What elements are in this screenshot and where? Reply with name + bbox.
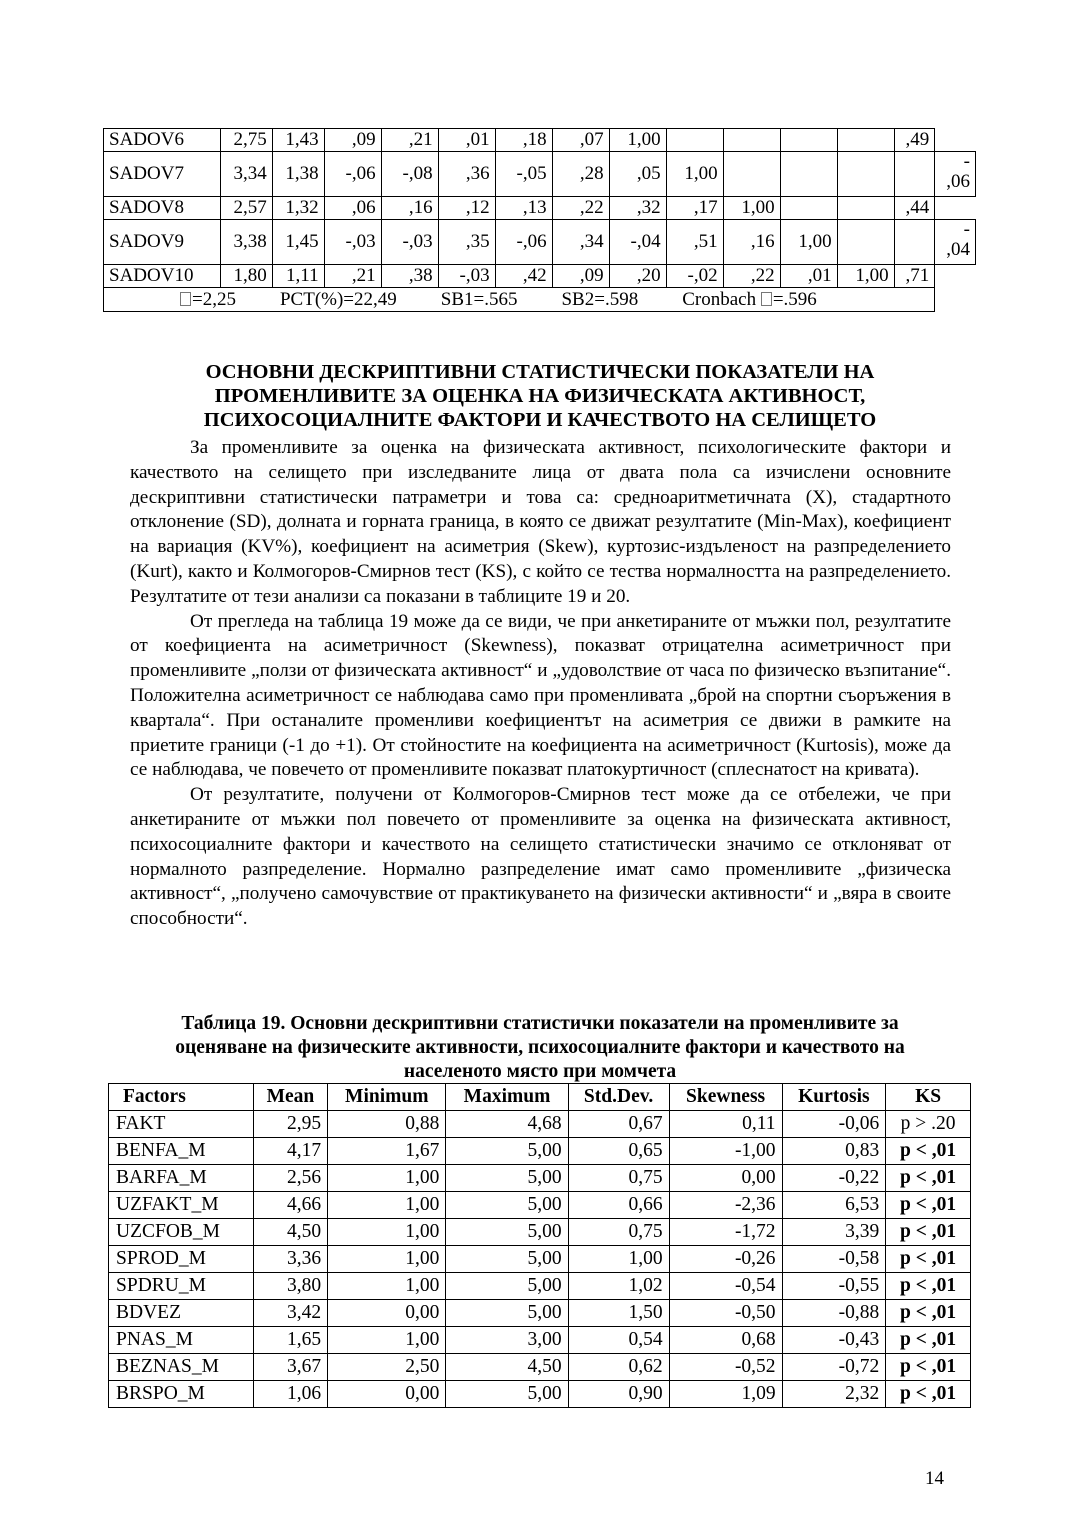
table-cell	[837, 152, 894, 197]
factor-name: BARFA_M	[109, 1165, 254, 1192]
paragraph: За променливите за оценка на физическата активност, психологическите фактори и качеството на селището при изследваните лица от двата пола са изчислени основните дескриптивни статистически патраметри и това са: средноаритметичната (X), стадартното отклонение (SD), долната и горната граница, в която се движат резултатите (Min-Max), коефициент на вариация (KV%), коефициент на асиметрия (Skew), куртозис-издъленост на разпределението (Kurt), както и Колмогоров-Смирнов тест (KS), с който се тества нормалността на разпределението. Резултатите от тези анализи са показани в таблиците 19 и 20.	[130, 437, 951, 607]
section-heading-line: ОСНОВНИ ДЕСКРИПТИВНИ СТАТИСТИЧЕСКИ ПОКАЗАТЕЛИ НА	[205, 361, 875, 383]
table-cell: -,02	[666, 265, 723, 288]
table-row	[109, 1246, 971, 1273]
table-row	[109, 1219, 971, 1246]
table-cell: ,12	[438, 197, 495, 220]
table-cell: -0,26	[669, 1246, 782, 1273]
table-cell: -,06	[495, 220, 552, 265]
table-cell: 0,75	[568, 1165, 669, 1192]
table-row	[109, 1300, 971, 1327]
table-cell: ,71	[894, 265, 935, 288]
table-cell	[837, 197, 894, 220]
table-cell: -0,43	[782, 1327, 886, 1354]
table-cell: 3,67	[253, 1354, 327, 1381]
table-cell: -2,36	[669, 1192, 782, 1219]
section-heading-line: ПРОМЕНЛИВИТЕ ЗА ОЦЕНКА НА ФИЗИЧЕСКАТА АКТИВНОСТ,	[214, 385, 866, 407]
table-cell: 0,00	[669, 1165, 782, 1192]
page-number: 14	[925, 1468, 944, 1489]
table-cell: ,07	[552, 129, 609, 152]
row-label: SADOV7	[104, 152, 221, 197]
table-row	[104, 197, 976, 220]
table-cell: ,01	[780, 265, 837, 288]
table-cell: 0,83	[782, 1138, 886, 1165]
table-cell	[894, 220, 935, 265]
section-heading	[130, 360, 950, 432]
table-row	[109, 1138, 971, 1165]
table-cell: ,35	[438, 220, 495, 265]
table-cell: 0,62	[568, 1354, 669, 1381]
sb2-value: SB2=.598	[561, 288, 639, 310]
eigenvalue-text: =2,25	[192, 288, 236, 310]
factor-name: SPDRU_M	[109, 1273, 254, 1300]
table-cell: -0,06	[782, 1111, 886, 1138]
table-cell: ,05	[609, 152, 666, 197]
table-cell: 1,00	[328, 1165, 446, 1192]
table-cell: 1,09	[669, 1381, 782, 1408]
table-cell: 4,66	[253, 1192, 327, 1219]
table-cell	[837, 129, 894, 152]
table-cell: 2,56	[253, 1165, 327, 1192]
correlation-table-body	[104, 129, 976, 312]
table-cell: ,38	[381, 265, 438, 288]
column-header: Minimum	[328, 1084, 446, 1111]
table-cell: 5,00	[446, 1381, 568, 1408]
table-caption-line: оценяване на физическите активности, психосоциалните фактори и качеството на	[175, 1037, 905, 1058]
cronbach-label: Cronbach	[682, 288, 761, 310]
table-cell: 1,00	[723, 197, 780, 220]
table-cell: 1,00	[780, 220, 837, 265]
factor-name: SPROD_M	[109, 1246, 254, 1273]
table-cell: 1,45	[272, 220, 324, 265]
table-cell: 0,68	[669, 1327, 782, 1354]
table-cell: 1,00	[328, 1327, 446, 1354]
table-cell: 5,00	[446, 1300, 568, 1327]
factor-name: UZFAKT_M	[109, 1192, 254, 1219]
paragraph: От резултатите, получени от Колмогоров-Смирнов тест може да се отбележи, че при анкетираните от мъжки пол повечето от променливите за оценка на физическата активност, психосоциалните фактори и качеството на селището статистически значимо се отклоняват от нормалното разпределение. Нормално разпределение имат само променливите „физическа активност“, „получено самочувствие от практикуването на физически активности“ и „вяра в своите способности“.	[130, 784, 951, 930]
factor-name: FAKT	[109, 1111, 254, 1138]
table-cell: 1,00	[837, 265, 894, 288]
table-cell: ,22	[723, 265, 780, 288]
table-cell: 2,57	[221, 197, 273, 220]
ks-value: p < ,01	[886, 1219, 971, 1246]
descriptive-stats-table	[108, 1083, 971, 1408]
table-cell: -,04	[609, 220, 666, 265]
table-cell: 0,54	[568, 1327, 669, 1354]
cell-line: -	[963, 219, 970, 240]
cronbach-value	[682, 290, 817, 310]
row-label: SADOV8	[104, 197, 221, 220]
table-cell: 5,00	[446, 1138, 568, 1165]
table-row	[104, 152, 976, 197]
lambda-glyph-icon	[180, 292, 191, 306]
table-cell: 1,43	[272, 129, 324, 152]
column-header: Factors	[109, 1084, 254, 1111]
ks-value: p < ,01	[886, 1246, 971, 1273]
table-cell: 1,00	[328, 1246, 446, 1273]
column-header: Maximum	[446, 1084, 568, 1111]
table-cell: ,22	[552, 197, 609, 220]
table-row	[109, 1273, 971, 1300]
table-caption	[110, 1012, 970, 1084]
table-cell	[780, 152, 837, 197]
table-row	[109, 1111, 971, 1138]
table-cell: 2,32	[782, 1381, 886, 1408]
table-cell	[723, 152, 780, 197]
ks-value: p < ,01	[886, 1300, 971, 1327]
table-cell: 1,11	[272, 265, 324, 288]
ks-value: p < ,01	[886, 1273, 971, 1300]
column-header: Std.Dev.	[568, 1084, 669, 1111]
table-cell: ,28	[552, 152, 609, 197]
table-cell: ,09	[552, 265, 609, 288]
table-row	[109, 1381, 971, 1408]
table-cell: -,06	[324, 152, 381, 197]
table-cell: 0,66	[568, 1192, 669, 1219]
column-header: Kurtosis	[782, 1084, 886, 1111]
table-cell: 1,00	[328, 1273, 446, 1300]
table-cell: -0,72	[782, 1354, 886, 1381]
summary-row	[104, 288, 976, 312]
column-header: Mean	[253, 1084, 327, 1111]
factor-name: UZCFOB_M	[109, 1219, 254, 1246]
table-row	[109, 1192, 971, 1219]
table-cell: ,34	[552, 220, 609, 265]
cell-line: ,06	[946, 171, 970, 192]
table-cell: 1,00	[328, 1192, 446, 1219]
ks-value: p < ,01	[886, 1354, 971, 1381]
table-cell: 0,67	[568, 1111, 669, 1138]
table-cell: -1,00	[669, 1138, 782, 1165]
table-cell: 1,00	[609, 129, 666, 152]
table-cell: ,13	[495, 197, 552, 220]
table-cell: ,20	[609, 265, 666, 288]
column-header: KS	[886, 1084, 971, 1111]
table-cell: 0,00	[328, 1300, 446, 1327]
table-cell	[894, 152, 935, 197]
sb1-value: SB1=.565	[440, 288, 518, 310]
table-cell: ,09	[324, 129, 381, 152]
table-cell: 3,34	[221, 152, 273, 197]
table-cell: 1,65	[253, 1327, 327, 1354]
table-cell: 1,00	[568, 1246, 669, 1273]
stats-header-row	[109, 1084, 971, 1111]
table-cell: 1,00	[666, 152, 723, 197]
table-cell: 4,17	[253, 1138, 327, 1165]
factor-name: BEZNAS_M	[109, 1354, 254, 1381]
table-cell: 0,90	[568, 1381, 669, 1408]
table-cell: 4,68	[446, 1111, 568, 1138]
table-row	[104, 129, 976, 152]
ks-value: p > .20	[886, 1111, 971, 1138]
table-cell: 0,00	[328, 1381, 446, 1408]
cell-line: ,04	[946, 239, 970, 260]
body-text	[130, 436, 951, 932]
ks-value: p < ,01	[886, 1138, 971, 1165]
ks-value: p < ,01	[886, 1192, 971, 1219]
table-cell: -,03	[324, 220, 381, 265]
table-cell: 5,00	[446, 1273, 568, 1300]
table-cell	[723, 129, 780, 152]
table-row	[104, 220, 976, 265]
table-cell: -,08	[381, 152, 438, 197]
table-cell: ,17	[666, 197, 723, 220]
table-cell: 1,50	[568, 1300, 669, 1327]
factor-name: PNAS_M	[109, 1327, 254, 1354]
table-cell: -0,54	[669, 1273, 782, 1300]
cronbach-text: =.596	[772, 288, 817, 310]
table-cell: ,06	[324, 197, 381, 220]
table-cell: 2,75	[221, 129, 273, 152]
table-cell: 3,42	[253, 1300, 327, 1327]
table-cell: 1,06	[253, 1381, 327, 1408]
table-cell	[935, 152, 976, 197]
table-cell	[837, 220, 894, 265]
table-cell: -0,22	[782, 1165, 886, 1192]
table-caption-line: Таблица 19. Основни дескриптивни статистички показатели на променливите за	[181, 1013, 899, 1034]
ks-value: p < ,01	[886, 1381, 971, 1408]
summary-cell	[104, 288, 935, 312]
table-cell: 3,36	[253, 1246, 327, 1273]
table-cell: -,03	[381, 220, 438, 265]
table-cell: ,32	[609, 197, 666, 220]
table-row	[109, 1165, 971, 1192]
table-cell: 1,67	[328, 1138, 446, 1165]
table-cell: 4,50	[446, 1354, 568, 1381]
row-label: SADOV10	[104, 265, 221, 288]
table-cell: 0,65	[568, 1138, 669, 1165]
table-cell: 6,53	[782, 1192, 886, 1219]
factor-name: BDVEZ	[109, 1300, 254, 1327]
stats-table-body	[109, 1111, 971, 1408]
table-cell: 1,00	[328, 1219, 446, 1246]
table-cell: -0,58	[782, 1246, 886, 1273]
table-cell: -0,50	[669, 1300, 782, 1327]
table-cell: ,49	[894, 129, 935, 152]
table-cell: 3,00	[446, 1327, 568, 1354]
table-cell: 0,88	[328, 1111, 446, 1138]
table-cell	[780, 197, 837, 220]
table-cell	[935, 220, 976, 265]
table-cell: 3,39	[782, 1219, 886, 1246]
table-cell: 1,38	[272, 152, 324, 197]
table-cell: -1,72	[669, 1219, 782, 1246]
table-cell: ,51	[666, 220, 723, 265]
eigenvalue	[180, 290, 236, 310]
table-cell: ,21	[324, 265, 381, 288]
ks-value: p < ,01	[886, 1165, 971, 1192]
table-row	[104, 265, 976, 288]
table-cell: 0,11	[669, 1111, 782, 1138]
column-header: Skewness	[669, 1084, 782, 1111]
table-cell: 2,95	[253, 1111, 327, 1138]
row-label: SADOV6	[104, 129, 221, 152]
table-cell: 4,50	[253, 1219, 327, 1246]
table-caption-line: населеното място при момчета	[403, 1061, 677, 1082]
table-cell: -,05	[495, 152, 552, 197]
table-cell: -,03	[438, 265, 495, 288]
table-cell: -0,52	[669, 1354, 782, 1381]
pct-value: PCT(%)=22,49	[279, 288, 397, 310]
correlation-table	[103, 128, 976, 312]
paragraph: От прегледа на таблица 19 може да се види, че при анкетираните от мъжки пол, резултатите от коефициента на асиметричност (Skewness), показват отрицателна асиметричност при променливите „ползи от физическата активност“ и „удоволствие от часа по физическо възпитание“. Положителна асиметричност се наблюдава само при променливата „брой на спортни съоръжения в квартала“. При останалите променливи коефициентът на асиметрия се движи в рамките на приетите граници (-1 до +1). От стойностите на коефициента на асиметричност (Kurtosis), може да се наблюдава, че повечето от променливите показват платокуртичност (сплеснатост на кривата).	[130, 610, 951, 781]
table-cell: 5,00	[446, 1192, 568, 1219]
table-cell: ,16	[381, 197, 438, 220]
table-cell: -0,55	[782, 1273, 886, 1300]
table-cell: ,42	[495, 265, 552, 288]
table-cell: 1,02	[568, 1273, 669, 1300]
table-row	[109, 1327, 971, 1354]
table-cell	[666, 129, 723, 152]
table-cell: 5,00	[446, 1165, 568, 1192]
table-cell: ,01	[438, 129, 495, 152]
table-cell: ,18	[495, 129, 552, 152]
table-cell: ,16	[723, 220, 780, 265]
table-cell: 0,75	[568, 1219, 669, 1246]
table-cell: ,36	[438, 152, 495, 197]
table-cell: 5,00	[446, 1246, 568, 1273]
table-cell: 5,00	[446, 1219, 568, 1246]
factor-name: BENFA_M	[109, 1138, 254, 1165]
table-cell	[780, 129, 837, 152]
table-cell: 1,32	[272, 197, 324, 220]
row-label: SADOV9	[104, 220, 221, 265]
table-cell: -0,88	[782, 1300, 886, 1327]
alpha-glyph-icon	[761, 292, 772, 306]
table-cell: 2,50	[328, 1354, 446, 1381]
table-cell: ,21	[381, 129, 438, 152]
table-cell: 1,80	[221, 265, 273, 288]
table-cell: 3,38	[221, 220, 273, 265]
table-cell: ,44	[894, 197, 935, 220]
section-heading-line: ПСИХОСОЦИАЛНИТЕ ФАКТОРИ И КАЧЕСТВОТО НА СЕЛИЩЕТО	[203, 409, 877, 431]
ks-value: p < ,01	[886, 1327, 971, 1354]
table-row	[109, 1354, 971, 1381]
cell-line: -	[963, 151, 970, 172]
table-cell: 3,80	[253, 1273, 327, 1300]
factor-name: BRSPO_M	[109, 1381, 254, 1408]
